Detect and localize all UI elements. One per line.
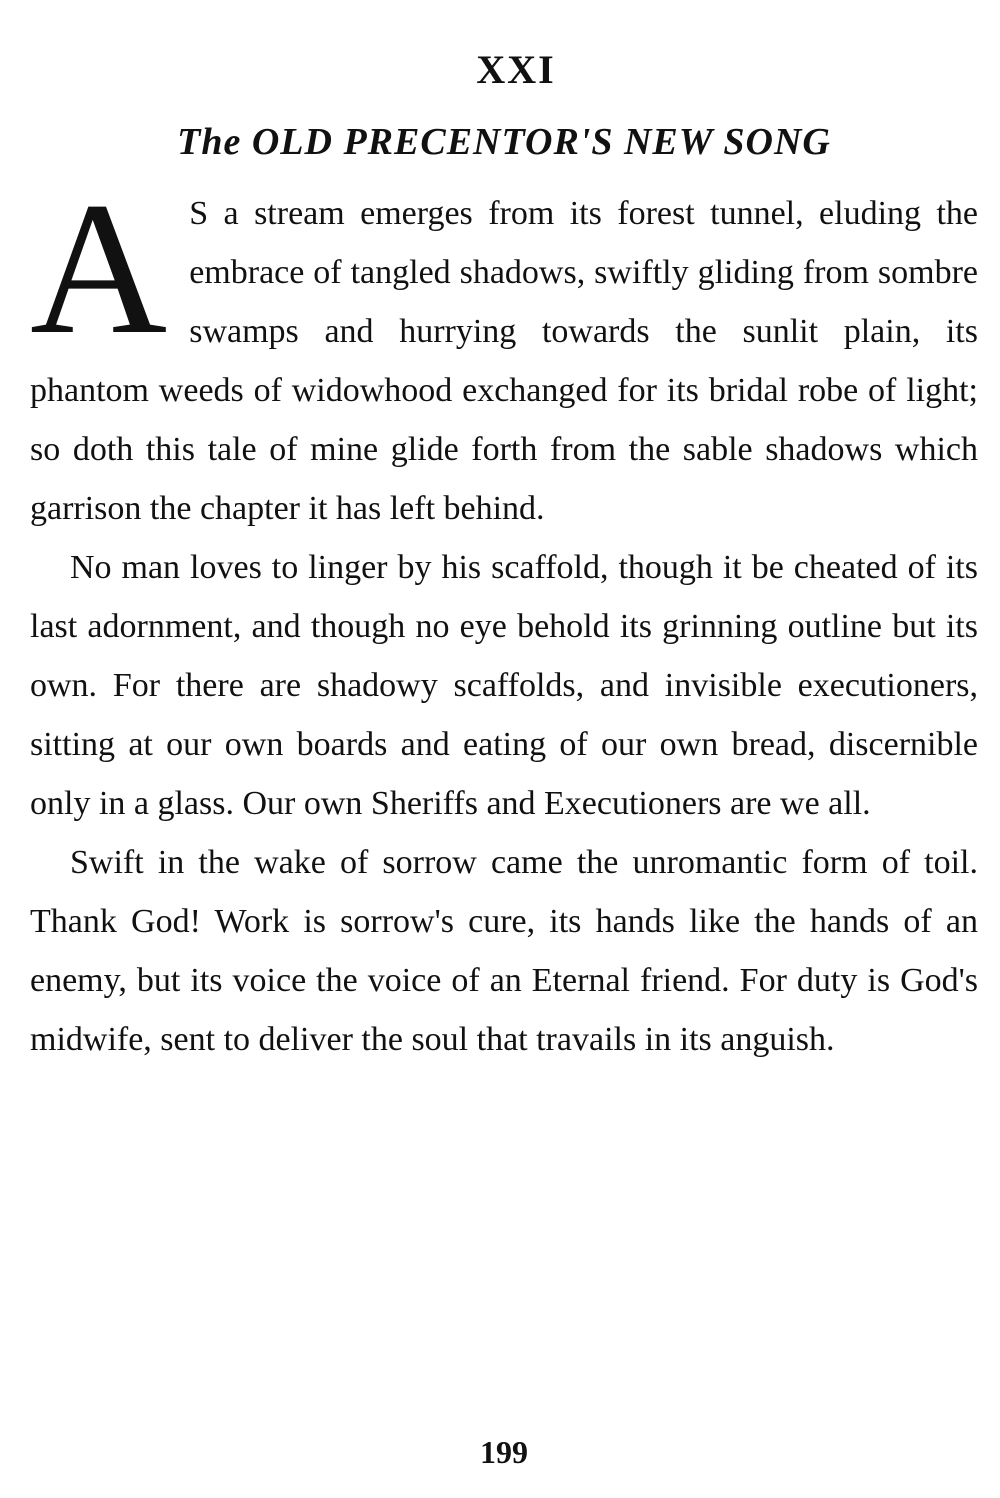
chapter-title: The OLD PRECENTOR'S NEW SONG [177, 121, 831, 163]
chapter-number: XXI [476, 47, 556, 92]
page-number: 199 [480, 1434, 528, 1470]
paragraph-1 [30, 164, 978, 538]
paragraph-2: No man loves to linger by his scaffold, though it be cheated of its last adornment, and though no eye behold its grinning outline but its own. For there are shadowy scaffolds, and invisible executioners, sitting at our own boards and eating of our own bread, discernible only in a glass. Our own Sheriffs and Executioners are we all. [30, 549, 978, 822]
paragraph-3: Swift in the wake of sorrow came the unromantic form of toil. Thank God! Work is sorrow's cure, its hands like the hands of an enemy, but its voice the voice of an Eternal friend. For duty is God's midwife, sent to deliver the soul that travails in its anguish. [30, 844, 978, 1058]
drop-cap: A [30, 164, 168, 374]
book-page [30, 40, 978, 1480]
paragraph-1-text: S a stream emerges from its forest tunnel, eluding the embrace of tangled shadows, swiftly gliding from sombre swamps and hurrying towards the sunlit plain, its phantom weeds of widowhood exchanged for its bridal robe of light; so doth this tale of mine glide forth from the sable shadows which garrison the chapter it has left behind. [30, 195, 978, 527]
